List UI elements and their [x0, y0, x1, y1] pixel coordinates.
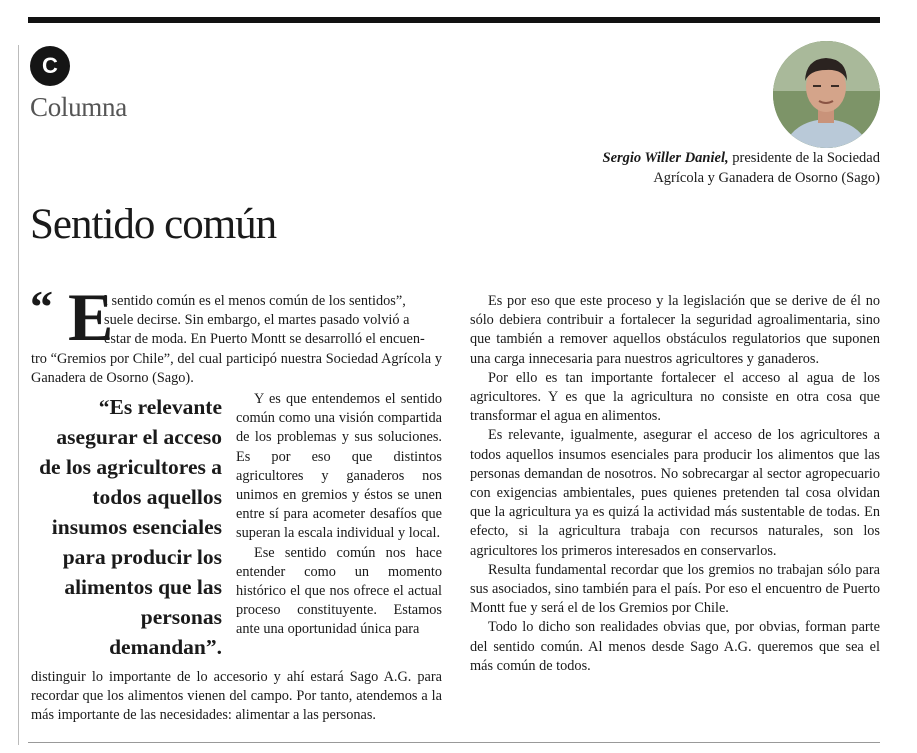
body-paragraph: Ese sentido común nos hace entender como un momento histórico el que nos ofrece el actual proceso constituyente. Estamos ante una oportunidad única para: [236, 544, 442, 638]
author-role-line2: Agrícola y Ganadera de Osorno (Sago): [653, 170, 880, 186]
body-paragraph: Por ello es tan importante fortalecer el acceso al agua de los agricultores. Y es que la agricultura no consiste en otra cosa que transformar el agua en alimentos.: [470, 369, 880, 425]
lead-rest: tro “Gremios por Chile”, del cual participó nuestra Sociedad Agrícola y Ganadera de Osorno (Sago).: [31, 350, 442, 386]
lead-line-2: suele decirse. Sin embargo, el martes pasado volvió a: [104, 312, 410, 329]
section-badge: C: [30, 46, 70, 86]
top-rule: [28, 17, 880, 23]
bottom-continuation: [31, 668, 442, 726]
opening-quote-mark: “: [30, 281, 53, 332]
author-photo: [773, 41, 880, 148]
author-portrait-icon: [773, 41, 880, 148]
left-margin-rule: [18, 45, 19, 745]
body-paragraph: Y es que entendemos el sentido común como una visión compartida de los problemas y sus soluciones. Es por eso que distintos agricultores y ganaderos nos unimos en gremios y éstos se unen entre sí para acometer desafíos que superan la escala individual y local.: [236, 391, 442, 542]
pull-quote: “Es relevante asegurar el acceso de los agricultores a todos aquellos insumos esenciales para producir los alimentos que las personas demandan”.: [39, 395, 222, 659]
lead-line-1: l sentido común es el menos común de los sentidos”,: [104, 293, 406, 309]
section-title: Columna: [30, 92, 127, 122]
lead-paragraph: [31, 292, 442, 388]
author-role-line1: presidente de la Sociedad: [728, 150, 880, 166]
middle-column: [236, 390, 442, 640]
body-paragraph: Es por eso que este proceso y la legislación que se derive de él no sólo debiera contribuir a fortalecer la seguridad agroalimentaria, sino que también a remover aquellos obstáculos regulatorios que suponen una carga innecesaria para nuestros agricultores y ganaderos.: [470, 293, 880, 367]
bottom-rule: [28, 742, 880, 743]
author-name: Sergio Willer Daniel,: [602, 150, 729, 166]
body-paragraph: Resulta fundamental recordar que los gremios no trabajan sólo para sus asociados, sino también para el país. Por eso el encuentro de Puerto Montt fue y será el de los Gremios por Chile.: [470, 561, 880, 617]
author-byline: [603, 148, 880, 188]
lead-line-3: estar de moda. En Puerto Montt se desarrolló el encuen-: [104, 331, 425, 348]
right-column: [470, 292, 880, 676]
article-headline: Sentido común: [30, 201, 277, 248]
body-paragraph: Todo lo dicho son realidades obvias que, por obvias, forman parte del sentido común. Al menos desde Sago A.G. queremos que sea el más común de todos.: [470, 619, 880, 674]
body-paragraph: distinguir lo importante de lo accesorio y ahí estará Sago A.G. para recordar que los alimentos vienen del campo. Por tanto, atendemos a la más importante de las necesidades: alimentar a las personas.: [31, 669, 442, 724]
drop-cap: E: [68, 279, 114, 355]
body-paragraph: Es relevante, igualmente, asegurar el acceso de los agricultores a todos aquellos insumos esenciales para producir los alimentos que las personas demandan de nosotros. No sobrecargar al sector agropecuario con exigencias ambientales, pues quienes pretenden tal cosa olvidan que la agricultura ya es quizá la actividad más sustentable de todas. En efecto, si la agricultura trabaja con recursos naturales, son los agricultores los primeros interesados en conservarlos.: [470, 427, 880, 559]
